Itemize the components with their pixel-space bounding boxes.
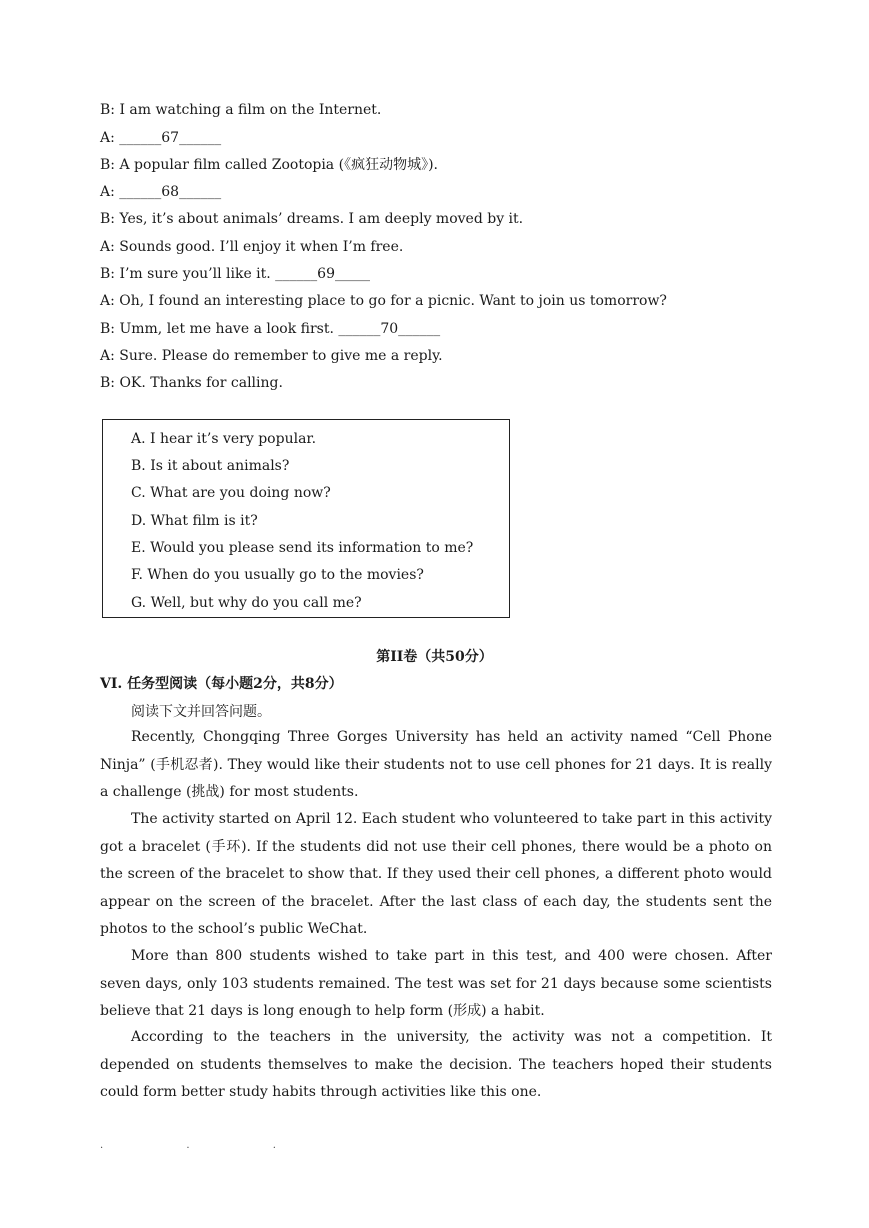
- dialogue-line: B: Umm, let me have a look first. ______70______: [100, 321, 441, 337]
- dialogue-line: A: ______67______: [100, 130, 222, 146]
- dialogue-line: A: Sounds good. I’ll enjoy it when I’m free.: [100, 239, 404, 255]
- dialogue-line: B: I’m sure you’ll like it. ______69_____: [100, 266, 370, 282]
- passage-paragraph: Recently, Chongqing Three Gorges University has held an activity named “Cell Phone Ninja” (手机忍者). They would like their students not to use cell phones for 21 days. It is really a challenge (挑战) for most students.: [100, 729, 772, 800]
- section-title: 第II卷（共50分）: [376, 649, 493, 665]
- footer-marks: . . .: [100, 1140, 316, 1151]
- option-item: B. Is it about animals?: [131, 458, 290, 474]
- option-item: F. When do you usually go to the movies?: [131, 567, 424, 583]
- option-item: G. Well, but why do you call me?: [131, 595, 362, 611]
- option-item: A. I hear it’s very popular.: [131, 431, 317, 447]
- option-item: C. What are you doing now?: [131, 485, 331, 501]
- options-box: [102, 419, 510, 618]
- dialogue-line: A: Oh, I found an interesting place to go for a picnic. Want to join us tomorrow?: [100, 293, 667, 309]
- passage-paragraph: According to the teachers in the university, the activity was not a competition. It depended on students themselves to make the decision. The teachers hoped their students could form better study habits through activities like this one.: [100, 1029, 772, 1100]
- dialogue-line: B: A popular film called Zootopia (《疯狂动物城》).: [100, 157, 438, 173]
- dialogue-line: B: Yes, it’s about animals’ dreams. I am deeply moved by it.: [100, 211, 524, 227]
- passage-paragraph: The activity started on April 12. Each student who volunteered to take part in this activity got a bracelet (手环). If the students did not use their cell phones, there would be a photo on the screen of the bracelet to show that. If they used their cell phones, a different photo would appear on the screen of the bracelet. After the last class of each day, the students sent the photos to the school’s public WeChat.: [100, 811, 772, 937]
- dialogue-line: A: ______68______: [100, 184, 222, 200]
- passage-paragraph: More than 800 students wished to take part in this test, and 400 were chosen. After seven days, only 103 students remained. The test was set for 21 days because some scientists believe that 21 days is long enough to help form (形成) a habit.: [100, 948, 772, 1019]
- instruction-text: 阅读下文并回答问题。: [131, 704, 271, 720]
- dialogue-line: B: OK. Thanks for calling.: [100, 375, 283, 391]
- option-item: E. Would you please send its information to me?: [131, 540, 474, 556]
- option-item: D. What film is it?: [131, 513, 258, 529]
- dialogue-line: B: I am watching a film on the Internet.: [100, 102, 382, 118]
- dialogue-line: A: Sure. Please do remember to give me a reply.: [100, 348, 443, 364]
- section-heading: VI. 任务型阅读（每小题2分，共8分）: [100, 676, 343, 692]
